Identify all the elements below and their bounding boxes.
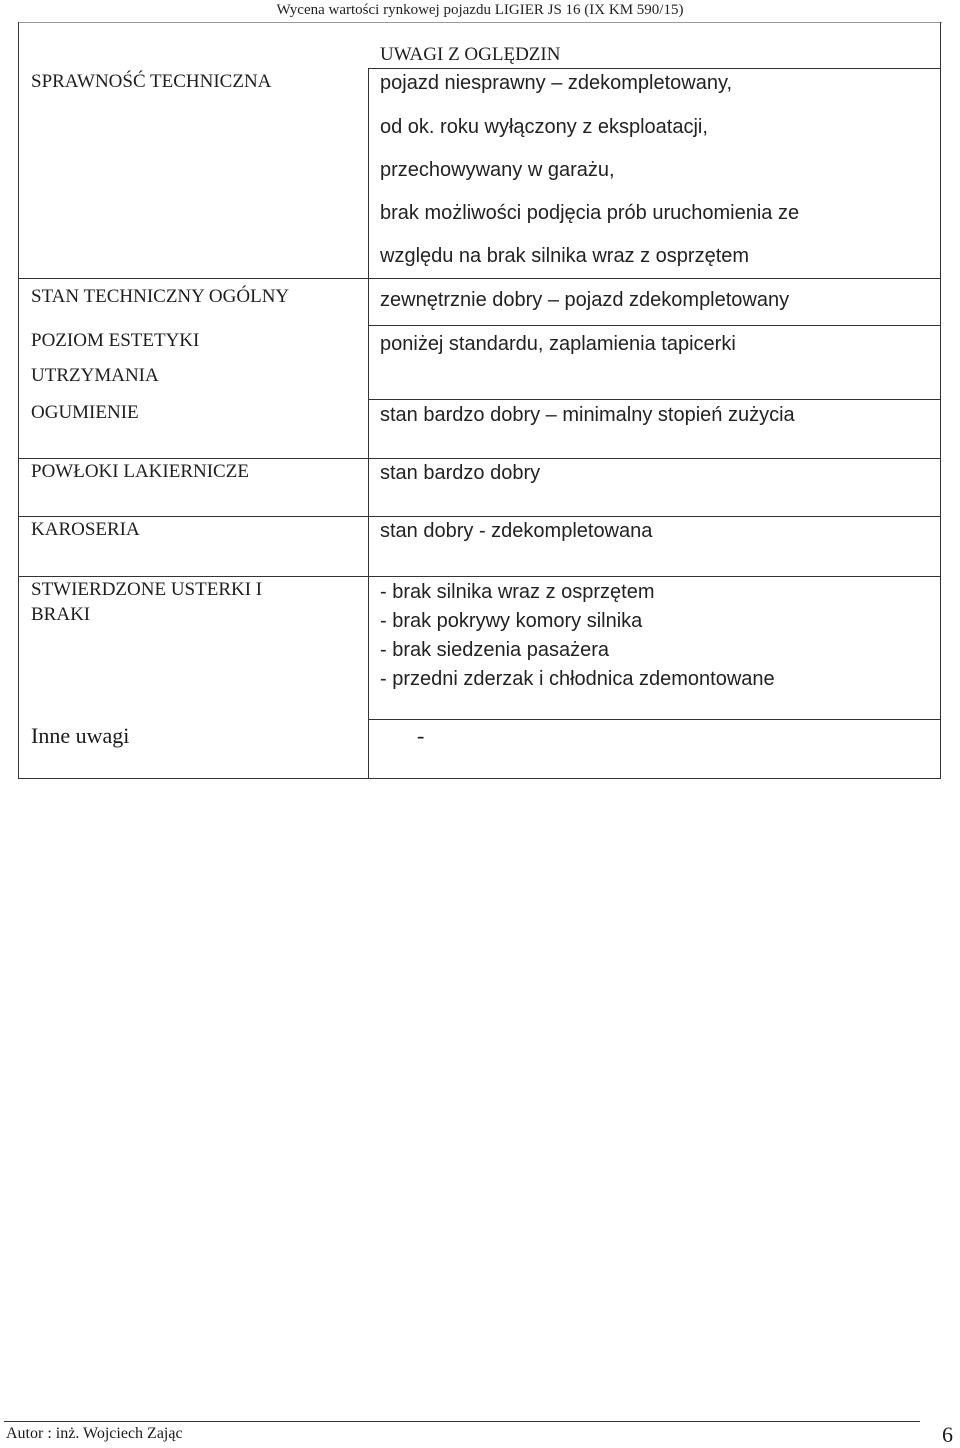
defect-item: - przedni zderzak i chłodnica zdemontowane bbox=[380, 668, 775, 690]
row-divider bbox=[368, 399, 941, 400]
table-border-left bbox=[18, 22, 19, 778]
paint-value: stan bardzo dobry bbox=[380, 462, 541, 484]
table-border-bottom bbox=[18, 778, 941, 779]
row-divider bbox=[368, 719, 941, 720]
defect-item: - brak silnika wraz z osprzętem bbox=[380, 581, 655, 603]
row-divider bbox=[18, 278, 941, 279]
paint-label: POWŁOKI LAKIERNICZE bbox=[31, 461, 249, 482]
aesthetics-label-cont: UTRZYMANIA bbox=[31, 365, 159, 386]
column-divider bbox=[368, 68, 369, 778]
other-remarks-value: - bbox=[417, 723, 425, 748]
technical-fitness-line: brak możliwości podjęcia prób uruchomienia ze bbox=[380, 202, 800, 224]
body-value: stan dobry - zdekompletowana bbox=[380, 520, 653, 542]
defect-item: - brak siedzenia pasażera bbox=[380, 639, 610, 661]
technical-fitness-line: przechowywany w garażu, bbox=[380, 159, 615, 181]
aesthetics-label: POZIOM ESTETYKI bbox=[31, 330, 200, 351]
tyres-label: OGUMIENIE bbox=[31, 402, 139, 423]
footer-rule bbox=[4, 1421, 920, 1422]
footer-author: Autor : inż. Wojciech Zając bbox=[6, 1425, 183, 1442]
general-condition-value: zewnętrznie dobry – pojazd zdekompletowany bbox=[380, 289, 790, 311]
row-divider bbox=[18, 516, 941, 517]
row-divider bbox=[18, 458, 941, 459]
defects-label: STWIERDZONE USTERKI I bbox=[31, 579, 263, 600]
defects-label-cont: BRAKI bbox=[31, 604, 91, 625]
table-border-right bbox=[940, 22, 941, 778]
body-label: KAROSERIA bbox=[31, 519, 140, 540]
technical-fitness-line: pojazd niesprawny – zdekompletowany, bbox=[380, 72, 733, 94]
remarks-heading: UWAGI Z OGLĘDZIN bbox=[380, 44, 561, 65]
defect-item: - brak pokrywy komory silnika bbox=[380, 610, 643, 632]
row-divider bbox=[368, 325, 941, 326]
header-row-divider bbox=[368, 68, 941, 69]
general-condition-label: STAN TECHNICZNY OGÓLNY bbox=[31, 286, 290, 307]
technical-fitness-line: względu na brak silnika wraz z osprzętem bbox=[380, 245, 750, 267]
running-header: Wycena wartości rynkowej pojazdu LIGIER JS 16 (IX KM 590/15) bbox=[276, 2, 684, 18]
page-number: 6 bbox=[942, 1422, 953, 1447]
header-rule bbox=[18, 22, 942, 23]
other-remarks-label: Inne uwagi bbox=[31, 723, 130, 748]
technical-fitness-label: SPRAWNOŚĆ TECHNICZNA bbox=[31, 71, 272, 92]
tyres-value: stan bardzo dobry – minimalny stopień zużycia bbox=[380, 404, 795, 426]
row-divider bbox=[18, 576, 941, 577]
technical-fitness-line: od ok. roku wyłączony z eksploatacji, bbox=[380, 116, 708, 138]
defects-list bbox=[380, 578, 775, 694]
aesthetics-value: poniżej standardu, zaplamienia tapicerki bbox=[380, 333, 736, 355]
